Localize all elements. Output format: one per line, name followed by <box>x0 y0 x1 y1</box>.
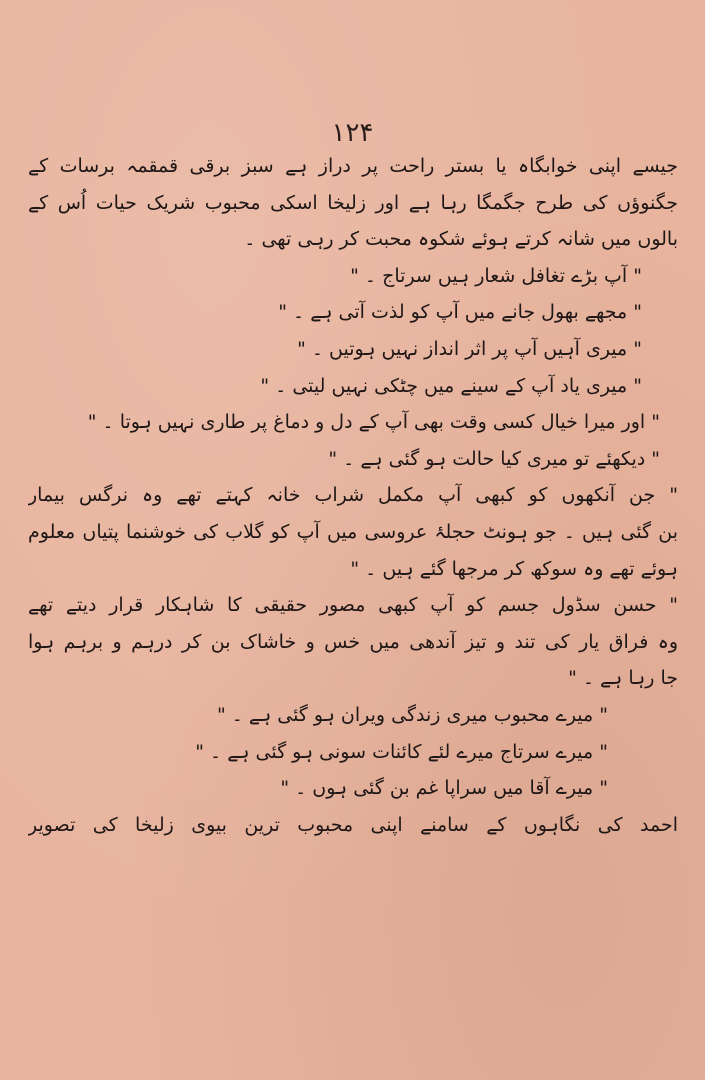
text-line: " مجھے بھول جانے میں آپ کو لذت آتی ہے ۔ " <box>278 301 642 324</box>
text-line: " اور میرا خیال کسی وقت بھی آپ کے دل و دماغ پر طاری نہیں ہوتا ۔ " <box>87 411 660 434</box>
text-line: " آپ بڑے تغافل شعار ہیں سرتاج ۔ " <box>350 264 642 287</box>
text-line: " میرے سرتاج میرے لئے کائنات سونی ہو گئی ہے ۔ " <box>195 740 608 763</box>
text-line: " میرے آقا میں سراپا غم بن گئی ہوں ۔ " <box>280 777 608 800</box>
text-line: " میری آہیں آپ پر اثر انداز نہیں ہوتیں ۔ " <box>297 337 642 360</box>
text-line: احمد کی نگاہوں کے سامنے اپنی محبوب ترین بیوی زلیخا کی تصویر <box>28 813 678 836</box>
text-line: جگنوؤں کی طرح جگمگا رہا ہے اور زلیخا اسکی محبوب شریک حیات اُس کے <box>28 191 678 214</box>
text-line: " جن آنکھوں کو کبھی آپ مکمل شراب خانہ کہتے تھے وہ نرگس بیمار <box>28 484 678 507</box>
text-line: " میرے محبوب میری زندگی ویران ہو گئی ہے ۔ " <box>216 703 608 726</box>
page-number: ۱۲۴ <box>331 118 374 148</box>
text-line: جیسے اپنی خوابگاہ یا بستر راحت پر دراز ہے سبز برقی قمقمہ برسات کے <box>28 155 678 177</box>
text-line: بن گئی ہیں ۔ جو ہونٹ حجلۂ عروسی میں آپ کو گلاب کی خوشنما پتیاں معلوم <box>28 520 678 543</box>
text-line: جا رہا ہے ۔ " <box>568 667 678 690</box>
text-line: " میری یاد آپ کے سینے میں چٹکی نہیں لیتی ۔ " <box>260 374 642 397</box>
body-text <box>28 148 678 843</box>
text-line: وہ فراق یار کی تند و تیز آندھی میں خس و خاشاک بن کر درہم و برہم ہوا <box>28 630 678 653</box>
text-line: " حسن سڈول جسم کو آپ کبھی مصور حقیقی کا شاہکار قرار دیتے تھے <box>28 594 678 617</box>
text-line: ہوئے تھے وہ سوکھ کر مرجھا گئے ہیں ۔ " <box>350 557 678 580</box>
text-line: بالوں میں شانہ کرتے ہوئے شکوہ محبت کر رہی تھی ۔ <box>244 228 678 251</box>
text-line: " دیکھئے تو میری کیا حالت ہو گئی ہے ۔ " <box>328 447 660 470</box>
